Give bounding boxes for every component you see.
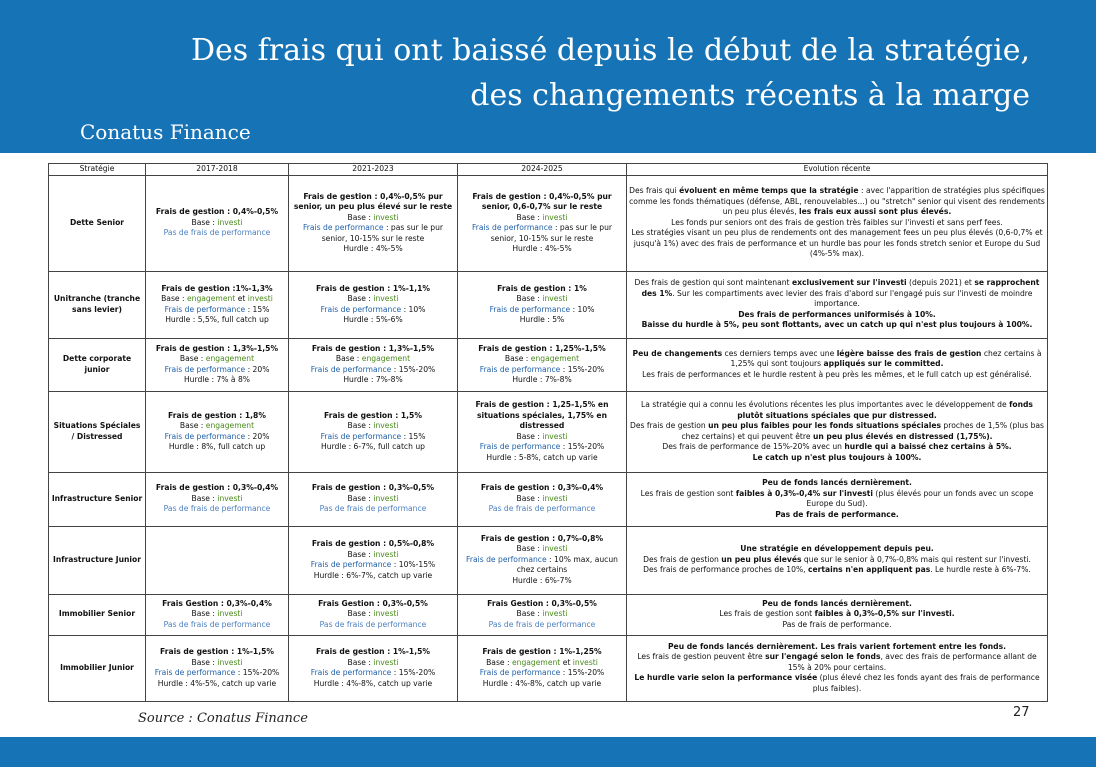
table-row [49,635,1048,701]
strategy-cell: Immobilier Junior [49,635,146,701]
fees-table [48,163,1048,702]
fees-2017-cell: Frais de gestion : 1,3%-1,5% Base : engagement Frais de performance : 20% Hurdle : 7% à 8% [146,338,289,391]
strategy-cell: Immobilier Senior [49,594,146,635]
table-row [49,338,1048,391]
header-2017-2018: 2017-2018 [146,164,289,176]
header-evolution: Evolution récente [627,164,1048,176]
strategy-cell: Unitranche (tranche sans levier) [49,271,146,338]
fees-2021-cell: Frais de gestion : 0,3%-0,5% Base : investi Pas de frais de performance [289,472,458,526]
header-2024-2025: 2024-2025 [458,164,627,176]
table-row [49,594,1048,635]
evolution-cell: Peu de changements ces derniers temps avec une légère baisse des frais de gestion chez certains à 1,25% qui sont toujours appliqués sur le committed. Les frais de performances et le hurdle restent à peu près les mêmes, et le full catch up est généralisé. [627,338,1048,391]
evolution-cell: Des frais qui évoluent en même temps que la stratégie : avec l'apparition de stratégies plus spécifiques comme les fonds thématiques (défense, ABL, renouvelables...) ou "stretch" senior qui visent des rendements un peu plus élevés, les frais eux aussi sont plus élevés. Les fonds pur seniors ont des frais de gestion très faibles sur l'investi et sans perf fees. Les stratégies visant un peu plus de rendements ont des management fees un peu plus élevés (0,6-0,7% et jusqu'à 1%) avec des frais de performance et un hurdle bas pour les fonds stretch senior et Europe du Sud (4%-5% max). [627,175,1048,271]
strategy-cell: Dette Senior [49,175,146,271]
fees-2021-cell: Frais Gestion : 0,3%-0,5% Base : investi Pas de frais de performance [289,594,458,635]
strategy-cell: Infrastructure Junior [49,526,146,594]
page-number: 27 [1013,705,1030,720]
fees-2024-cell: Frais de gestion : 0,3%-0,4% Base : investi Pas de frais de performance [458,472,627,526]
fees-2017-cell: Frais de gestion : 0,4%-0,5% Base : investi Pas de frais de performance [146,175,289,271]
fees-2021-cell: Frais de gestion : 1%-1,5% Base : investi Frais de performance : 15%-20% Hurdle : 4%-8%, catch up varie [289,635,458,701]
fees-2021-cell: Frais de gestion : 0,4%-0,5% pur senior, un peu plus élevé sur le reste Base : investi Frais de performance : pas sur le pur senior, 10-15% sur le reste Hurdle : 4%-5% [289,175,458,271]
table-row [49,526,1048,594]
fees-2024-cell: Frais de gestion : 1,25-1,5% en situations spéciales, 1,75% en distressed Base : investi Frais de performance : 15%-20% Hurdle : 5-8%, catch up varie [458,391,627,472]
fees-2017-cell: Frais de gestion : 1%-1,5% Base : investi Frais de performance : 15%-20% Hurdle : 4%-5%, catch up varie [146,635,289,701]
fees-2024-cell: Frais Gestion : 0,3%-0,5% Base : investi Pas de frais de performance [458,594,627,635]
fees-2024-cell: Frais de gestion : 1%-1,25% Base : engagement et investi Frais de performance : 15%-20% Hurdle : 4%-8%, catch up varie [458,635,627,701]
fees-2024-cell: Frais de gestion : 0,4%-0,5% pur senior, 0,6-0,7% sur le reste Base : investi Frais de performance : pas sur le pur senior, 10-15% sur le reste Hurdle : 4%-5% [458,175,627,271]
evolution-cell: Des frais de gestion qui sont maintenant exclusivement sur l'investi (depuis 2021) et se rapprochent des 1%. Sur les compartiments avec levier des frais d'abord sur l'engagé puis sur l'investi de moindre importance. Des frais de performances uniformisés à 10%. Baisse du hurdle à 5%, peu sont flottants, avec un catch up qui n'est plus toujours à 100%. [627,271,1048,338]
fees-2024-cell: Frais de gestion : 0,7%-0,8% Base : investi Frais de performance : 10% max, aucun chez certains Hurdle : 6%-7% [458,526,627,594]
fees-2021-cell: Frais de gestion : 0,5%-0,8% Base : investi Frais de performance : 10%-15% Hurdle : 6%-7%, catch up varie [289,526,458,594]
fees-2017-cell: Frais de gestion : 1,8% Base : engagement Frais de performance : 20% Hurdle : 8%, full catch up [146,391,289,472]
evolution-cell: Peu de fonds lancés dernièrement. Les frais de gestion sont faibles à 0,3%-0,4% sur l'investi (plus élevés pour un fonds avec un scope Europe du Sud). Pas de frais de performance. [627,472,1048,526]
strategy-cell: Dette corporate junior [49,338,146,391]
company-name: Conatus Finance [80,120,251,144]
fees-2021-cell: Frais de gestion : 1%-1,1% Base : investi Frais de performance : 10% Hurdle : 5%-6% [289,271,458,338]
fees-2024-cell: Frais de gestion : 1% Base : investi Frais de performance : 10% Hurdle : 5% [458,271,627,338]
title-line-1: Des frais qui ont baissé depuis le début de la stratégie, [190,33,1030,68]
table-row [49,175,1048,271]
table-header-row [49,164,1048,176]
evolution-cell: Peu de fonds lancés dernièrement. Les frais de gestion sont faibles à 0,3%-0,5% sur l'investi. Pas de frais de performance. [627,594,1048,635]
evolution-cell: Peu de fonds lancés dernièrement. Les frais varient fortement entre les fonds. Les frais de gestion peuvent être sur l'engagé selon le fonds, avec des frais de performance allant de 15% à 20% pour certains. Le hurdle varie selon la performance visée (plus élevé chez les fonds ayant des frais de performance plus faibles). [627,635,1048,701]
fees-2024-cell: Frais de gestion : 1,25%-1,5% Base : engagement Frais de performance : 15%-20% Hurdle : 7%-8% [458,338,627,391]
fees-2021-cell: Frais de gestion : 1,5% Base : investi Frais de performance : 15% Hurdle : 6-7%, full catch up [289,391,458,472]
slide-title [30,28,1030,118]
header-strategy: Stratégie [49,164,146,176]
fees-2017-cell [146,526,289,594]
header-2021-2023: 2021-2023 [289,164,458,176]
strategy-cell: Situations Spéciales / Distressed [49,391,146,472]
title-line-2: des changements récents à la marge [470,78,1030,113]
strategy-cell: Infrastructure Senior [49,472,146,526]
table-row [49,271,1048,338]
table-row [49,391,1048,472]
fees-2017-cell: Frais Gestion : 0,3%-0,4% Base : investi Pas de frais de performance [146,594,289,635]
table-row [49,472,1048,526]
fees-2021-cell: Frais de gestion : 1,3%-1,5% Base : engagement Frais de performance : 15%-20% Hurdle : 7%-8% [289,338,458,391]
footer-banner [0,737,1096,767]
source-note: Source : Conatus Finance [138,711,308,726]
fees-2017-cell: Frais de gestion : 0,3%-0,4% Base : investi Pas de frais de performance [146,472,289,526]
fees-2017-cell: Frais de gestion :1%-1,3% Base : engagement et investi Frais de performance : 15% Hurdle : 5,5%, full catch up [146,271,289,338]
evolution-cell: La stratégie qui a connu les évolutions récentes les plus importantes avec le développement de fonds plutôt situations spéciales que pur distressed. Des frais de gestion un peu plus faibles pour les fonds situations spéciales proches de 1,5% (plus bas chez certains) et qui peuvent être un peu plus élevés en distressed (1,75%). Des frais de performance de 15%-20% avec un hurdle qui a baissé chez certains à 5%. Le catch up n'est plus toujours à 100%. [627,391,1048,472]
evolution-cell: Une stratégie en développement depuis peu. Des frais de gestion un peu plus élevés que sur le senior à 0,7%-0,8% mais qui restent sur l'investi. Des frais de performance proches de 10%, certains n'en appliquent pas. Le hurdle reste à 6%-7%. [627,526,1048,594]
